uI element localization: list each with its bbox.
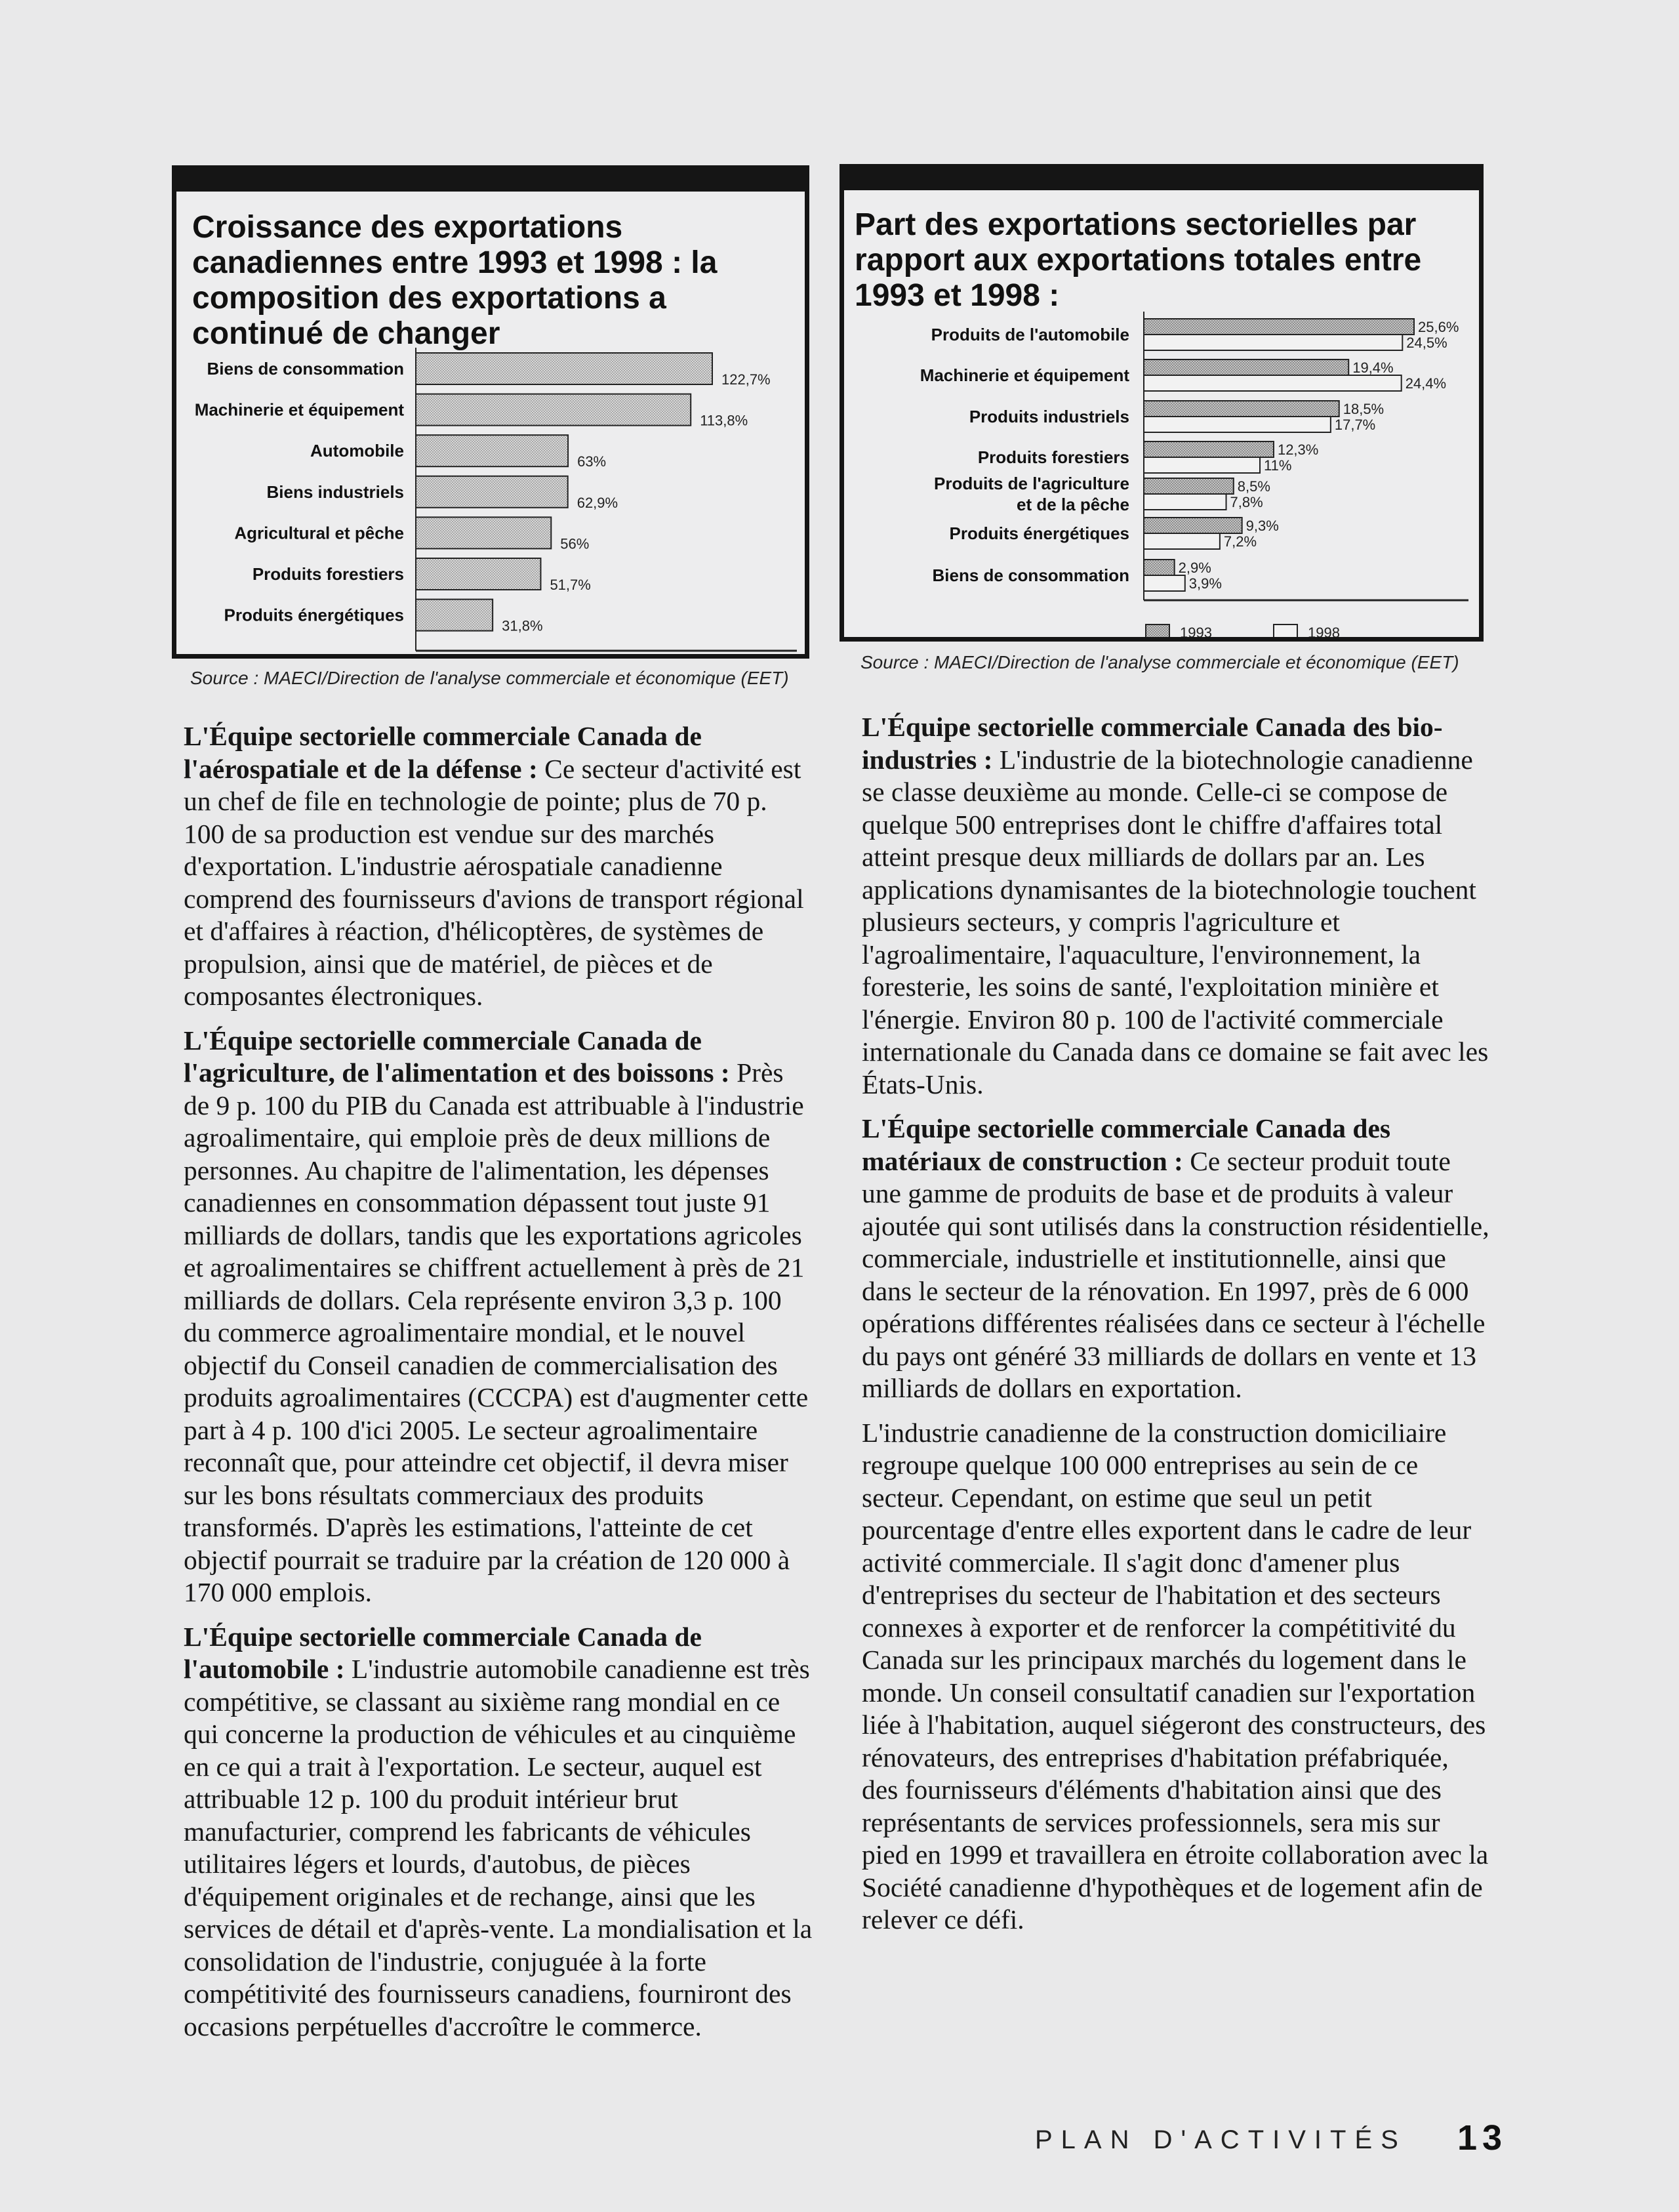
value-label: 31,8% bbox=[502, 617, 543, 634]
category-label: Machinerie et équipement bbox=[920, 365, 1129, 385]
bar-1993 bbox=[1144, 478, 1234, 494]
value-label: 51,7% bbox=[550, 577, 591, 593]
value-label-1993: 9,3% bbox=[1245, 518, 1279, 534]
chart-title: Croissance des exportations canadiennes entre 1993 et 1998 : la composition des exportations a continué de changer bbox=[192, 210, 718, 351]
chart-export-growth bbox=[172, 165, 809, 659]
paragraph-text: L'industrie automobile canadienne est très compétitive, se classant au sixième rang mondial en ce qui concerne la production de véhicules et au cinquième en ce qui a trait à l'exportation. Le secteur, auquel est attribuable 12 p. 100 du produit intérieur brut manufacturier, comprend les fabricants de véhicules utilitaires légers et lourds, d'autobus, de pièces d'équipement originales et de rechange, ainsi que les services de détail et d'après-vente. La mondialisation et la consolidation de l'industrie, conjuguée à la forte compétitivité des fournisseurs canadiens, fourniront des occasions perpétuelles d'accroître le commerce. bbox=[184, 1654, 813, 2041]
value-label: 56% bbox=[560, 535, 590, 552]
category-label: Produits de l'automobile bbox=[931, 325, 1129, 344]
value-label-1998: 11% bbox=[1264, 457, 1292, 474]
legend-label-1998: 1998 bbox=[1308, 625, 1340, 637]
bar-1998 bbox=[1144, 575, 1185, 591]
bar-chart-export-share bbox=[844, 190, 1479, 637]
paragraph bbox=[184, 1621, 813, 2043]
category-label: Produits de l'agriculture bbox=[933, 474, 1129, 493]
text-column-right bbox=[862, 711, 1491, 1948]
bar-1993 bbox=[1144, 401, 1339, 417]
value-label-1998: 7,2% bbox=[1223, 533, 1257, 550]
category-label: Automobile bbox=[310, 441, 404, 461]
bar bbox=[416, 394, 691, 426]
text-column-left bbox=[184, 720, 813, 2055]
paragraph-text: L'industrie canadienne de la construction domiciliaire regroupe quelque 100 000 entreprises au sein de ce secteur. Cependant, on estime que seul un petit pourcentage d'entre elles exportent dans le cadre de leur activité commerciale. Il s'agit donc d'amener plus d'entreprises du secteur de l'habitation et des secteurs connexes à exporter et de renforcer la compétitivité du Canada sur les principaux marchés du logement dans le monde. Un conseil consultatif canadien sur l'exportation liée à l'habitation, auquel siégeront des constructeurs, des rénovateurs, des entreprises d'habitation préfabriquée, des fournisseurs d'éléments d'habitation ainsi que des représentants de services professionnels, sera mis sur pied en 1999 et travaillera en étroite collaboration avec la Société canadienne d'hypothèques et de logement afin de relever ce défi. bbox=[862, 1417, 1489, 1935]
paragraph bbox=[862, 1113, 1491, 1405]
bar-1998 bbox=[1144, 335, 1402, 350]
value-label-1998: 17,7% bbox=[1334, 417, 1376, 433]
bar-1993 bbox=[1144, 359, 1348, 375]
category-label: et de la pêche bbox=[1017, 495, 1129, 514]
paragraph bbox=[184, 1025, 813, 1609]
bar-1993 bbox=[1144, 441, 1274, 457]
value-label-1998: 7,8% bbox=[1230, 494, 1263, 510]
bar bbox=[416, 353, 712, 384]
value-label-1993: 12,3% bbox=[1277, 441, 1319, 458]
legend-swatch-1993 bbox=[1146, 625, 1169, 637]
bar-1993 bbox=[1144, 518, 1242, 533]
bar bbox=[416, 435, 568, 466]
category-label: Produits industriels bbox=[969, 407, 1129, 426]
value-label-1993: 2,9% bbox=[1178, 560, 1211, 576]
value-label: 63% bbox=[577, 453, 607, 470]
value-label-1993: 18,5% bbox=[1343, 401, 1385, 417]
bar-1998 bbox=[1144, 533, 1220, 549]
category-label: Produits forestiers bbox=[977, 447, 1129, 467]
chart-export-share bbox=[840, 164, 1484, 642]
category-label: Produits énergétiques bbox=[949, 523, 1129, 543]
category-label: Produits énergétiques bbox=[224, 605, 404, 625]
value-label-1993: 19,4% bbox=[1352, 359, 1394, 376]
category-label: Machinerie et équipement bbox=[194, 399, 404, 420]
category-label: Agricultural et pêche bbox=[234, 523, 404, 543]
category-label: Biens de consommation bbox=[207, 359, 404, 379]
paragraph-text: Ce secteur d'activité est un chef de file en technologie de pointe; plus de 70 p. 100 de sa production est vendue sur des marchés d'exportation. L'industrie aérospatiale canadienne comprend des fournisseurs d'avions de transport régional et d'affaires à réaction, d'hélicoptères, de systèmes de propulsion, ainsi que de matériel, de pièces et de composantes électroniques. bbox=[184, 753, 804, 1011]
paragraph-text: L'industrie de la biotechnologie canadienne se classe deuxième au monde. Celle-ci se compose de quelque 500 entreprises dont le chiffre d'affaires total atteint presque deux milliards de dollars par an. Les applications dynamisantes de la biotechnologie touchent plusieurs secteurs, y compris l'agriculture et l'agroalimentaire, l'aquaculture, l'environnement, la foresterie, les soins de santé, l'exploitation minière et l'énergie. Environ 80 p. 100 de l'activité commerciale internationale du Canada dans ce domaine se fait avec les États-Unis. bbox=[862, 744, 1489, 1099]
paragraph-text: Ce secteur produit toute une gamme de produits de base et de produits à valeur ajoutée qui sont utilisés dans la construction résidentielle, commerciale, industrielle et institutionnelle, ainsi que dans le secteur de la rénovation. En 1997, près de 6 000 opérations différentes réalisées dans ce secteur à l'échelle du pays ont généré 33 milliards de dollars en vente et 13 milliards de dollars en exportation. bbox=[862, 1145, 1489, 1403]
bar bbox=[416, 517, 551, 548]
value-label-1998: 24,5% bbox=[1406, 335, 1447, 351]
chart-source: Source : MAECI/Direction de l'analyse commerciale et économique (EET) bbox=[860, 652, 1459, 672]
paragraph-lead: L'Équipe sectorielle commerciale Canada de l'automobile : bbox=[184, 1621, 702, 1684]
value-label: 113,8% bbox=[700, 412, 748, 429]
bar bbox=[416, 476, 568, 508]
value-label-1998: 24,4% bbox=[1405, 375, 1447, 392]
bar bbox=[416, 600, 493, 631]
legend-swatch-1998 bbox=[1274, 625, 1297, 637]
paragraph-lead: L'Équipe sectorielle commerciale Canada de l'aérospatiale et de la défense : bbox=[184, 721, 702, 784]
paragraph bbox=[862, 1417, 1491, 1936]
footer-label: PLAN D'ACTIVITÉS bbox=[1035, 2125, 1407, 2154]
bar-1993 bbox=[1144, 560, 1175, 575]
paragraph-lead: L'Équipe sectorielle commerciale Canada des bio-industries : bbox=[862, 712, 1443, 775]
bar-1998 bbox=[1144, 494, 1226, 510]
bar-1993 bbox=[1144, 319, 1414, 335]
value-label-1993: 25,6% bbox=[1418, 319, 1459, 335]
bar-1998 bbox=[1144, 375, 1402, 391]
value-label-1993: 8,5% bbox=[1237, 478, 1270, 495]
chart-source: Source : MAECI/Direction de l'analyse commerciale et économique (EET) bbox=[190, 668, 789, 688]
value-label: 62,9% bbox=[577, 494, 618, 511]
paragraph-lead: L'Équipe sectorielle commerciale Canada des matériaux de construction : bbox=[862, 1113, 1391, 1176]
chart-title: Part des exportations sectorielles par rapport aux exportations totales entre 1993 et 1998 : bbox=[855, 207, 1422, 313]
value-label: 122,7% bbox=[721, 371, 771, 388]
value-label-1998: 3,9% bbox=[1188, 575, 1222, 592]
bar-chart-export-growth bbox=[176, 192, 805, 654]
category-label: Biens industriels bbox=[266, 481, 404, 502]
page-number: 13 bbox=[1457, 2118, 1508, 2158]
paragraph-text: Près de 9 p. 100 du PIB du Canada est attribuable à l'industrie agroalimentaire, qui emploie près de deux millions de personnes. Au chapitre de l'alimentation, les dépenses canadiennes en consommation dépassent tout juste 91 milliards de dollars, tandis que les exportations agricoles et agroalimentaires se chiffrent actuellement à près de 21 milliards de dollars. Cela représente environ 3,3 p. 100 du commerce agroalimentaire mondial, et le nouvel objectif du Conseil canadien de commercialisation des produits agroalimentaires (CCCPA) est d'augmenter cette part à 4 p. 100 d'ici 2005. Le secteur agroalimentaire reconnaît que, pour atteindre cet objectif, il devra miser sur les bons résultats commerciaux des produits transformés. D'après les estimations, l'atteinte de cet objectif pourrait se traduire par la création de 120 000 à 170 000 emplois. bbox=[184, 1057, 809, 1607]
category-label: Produits forestiers bbox=[252, 564, 404, 584]
bar bbox=[416, 558, 540, 590]
paragraph-lead: L'Équipe sectorielle commerciale Canada de l'agriculture, de l'alimentation et des boissons : bbox=[184, 1025, 730, 1088]
paragraph bbox=[862, 711, 1491, 1101]
category-label: Biens de consommation bbox=[932, 565, 1129, 585]
bar-1998 bbox=[1144, 457, 1260, 473]
bar-1998 bbox=[1144, 417, 1331, 432]
paragraph bbox=[184, 720, 813, 1013]
legend-label-1993: 1993 bbox=[1180, 625, 1212, 637]
